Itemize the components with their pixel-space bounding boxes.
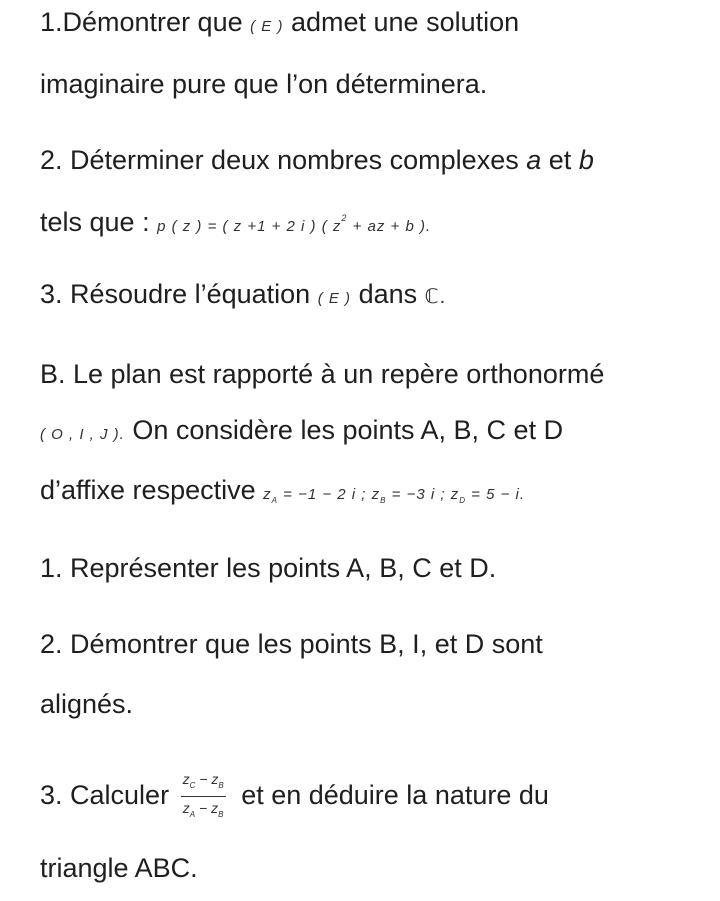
line-9: 1. Représenter les points A, B, C et D. [40, 553, 497, 583]
line-7 [40, 414, 563, 451]
line-12-text: 3. Calculer [40, 780, 170, 811]
zd: z [450, 486, 460, 503]
line-4 [40, 202, 431, 243]
den-sub2: B [218, 810, 224, 819]
za: z [263, 486, 272, 503]
line-12-end: et en déduire la nature du [241, 780, 549, 811]
zb-value: = −3 i ; [386, 486, 446, 503]
line-6: B. Le plan est rapporté à un repère orthonormé [40, 359, 605, 389]
zb-sub: B [380, 496, 387, 505]
variable-b: b [578, 145, 594, 175]
equation-e-label: ( E ) [250, 18, 284, 35]
zb: z [371, 486, 381, 503]
equation-e-label-2: ( E ) [317, 290, 352, 307]
line-3-text: 2. Déterminer deux nombres complexes [40, 145, 519, 175]
line-2: imaginaire pure que l’on déterminera. [40, 69, 488, 99]
equation-left: p ( z ) = ( z +1 + 2 i ) ( z [157, 218, 342, 235]
fraction-denominator [181, 797, 226, 822]
exponent-2: 2 [341, 213, 348, 223]
affixes [263, 486, 525, 503]
complex-set-symbol: ℂ. [424, 286, 447, 308]
line-4-text: tels que : [40, 207, 150, 237]
zd-value: = 5 − i. [465, 486, 526, 503]
fraction [181, 772, 226, 822]
line-5 [40, 278, 446, 315]
line-13: triangle ABC. [40, 853, 198, 883]
line-12 [40, 772, 549, 822]
fraction-numerator [181, 772, 226, 797]
polynomial-equation [157, 213, 432, 235]
line-1 [40, 6, 519, 43]
zd-sub: D [459, 496, 466, 505]
num-mid: − z [195, 771, 219, 787]
line-1-end: admet une solution [290, 7, 520, 37]
line-11: alignés. [40, 689, 134, 719]
line-5-text: 3. Résoudre l’équation [40, 279, 311, 309]
num-sub2: B [218, 781, 224, 790]
variable-a: a [526, 145, 542, 175]
equation-right: + az + b ). [352, 218, 432, 235]
line-1-text: 1.Démontrer que [40, 7, 243, 37]
line-7-text: On considère les points A, B, C et D [132, 415, 564, 445]
za-sub: A [271, 496, 278, 505]
za-value: = −1 − 2 i ; [277, 486, 367, 503]
line-10: 2. Démontrer que les points B, I, et D sont [40, 629, 543, 659]
line-8 [40, 474, 525, 517]
den-z1: z [182, 800, 190, 816]
den-mid: − z [195, 800, 219, 816]
line-8-text: d’affixe respective [40, 475, 256, 505]
line-5-dans: dans [358, 279, 418, 309]
den-sub1: A [189, 810, 196, 819]
num-z1: z [182, 771, 190, 787]
line-3 [40, 144, 594, 176]
line-3-et: et [548, 145, 572, 175]
frame-label: ( O , I , J ). [40, 426, 125, 443]
num-sub1: C [189, 781, 196, 790]
